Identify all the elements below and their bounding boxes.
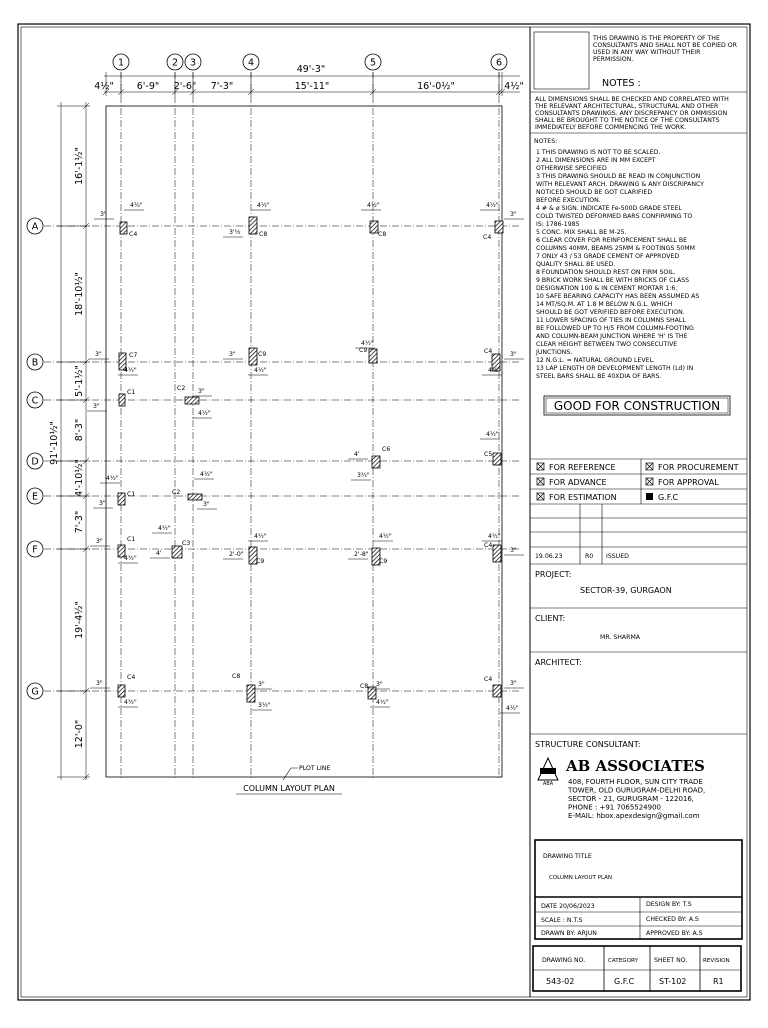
note-line: 6 CLEAR COVER FOR REINFORCEMENT SHALL BE <box>536 237 688 244</box>
svg-text:1: 1 <box>117 57 125 69</box>
svg-text:G: G <box>31 686 39 698</box>
note-line: STEEL BARS SHALL BE 40XDIA OF BARS. <box>536 373 662 380</box>
column-label: C4 <box>483 234 492 241</box>
column-label: C8 <box>259 231 268 238</box>
svg-text:3½": 3½" <box>357 472 370 479</box>
offset-dim <box>87 403 107 411</box>
svg-text:3": 3" <box>198 388 205 395</box>
column-c6 <box>372 446 390 468</box>
note-line: CLEAR HEIGHT BETWEEN TWO CONSECUTIVE <box>536 341 678 348</box>
drawing-number: 543-02 <box>546 977 575 986</box>
column-c8 <box>232 673 255 702</box>
note-line: QUALITY SHALL BE USED. <box>536 261 616 268</box>
note-line: 4 # & ø SIGN. INDICATE Fe-500D GRADE STEEL <box>536 205 682 212</box>
note-line: OTHERWISE SPECIFIED <box>536 165 607 172</box>
column-c4 <box>484 676 501 697</box>
architect-heading: ARCHITECT: <box>535 658 582 667</box>
column-label: C1 <box>127 389 136 396</box>
svg-text:4½": 4½" <box>506 705 519 712</box>
svg-text:4': 4' <box>156 550 162 557</box>
notes-heading: NOTES : <box>602 78 641 89</box>
consultant-name: AB ASSOCIATES <box>566 757 705 775</box>
column-label: C9 <box>359 347 368 354</box>
grid-bubble-row <box>27 488 43 504</box>
svg-text:4½": 4½" <box>106 475 119 482</box>
offset-dim <box>192 409 212 418</box>
sheet-h-category: CATEGORY <box>608 958 638 964</box>
dim-left: 19'-4½" <box>74 601 85 639</box>
column-c9 <box>249 547 264 565</box>
column-c2 <box>177 385 199 404</box>
consultant-address-line: E-MAIL: hbox.apexdesign@gmail.com <box>568 812 700 820</box>
svg-text:6: 6 <box>495 57 503 69</box>
column-label: C8 <box>232 673 241 680</box>
offset-dim <box>373 532 393 541</box>
svg-text:5: 5 <box>369 57 377 69</box>
note-line: 12 N.G.L. = NATURAL GROUND LEVEL. <box>536 357 655 364</box>
svg-text:FOR ADVANCE: FOR ADVANCE <box>549 478 607 487</box>
note-line: WITH RELEVANT ARCH. DRAWING & ANY DISCRIPANCY <box>536 181 704 188</box>
scale: SCALE : N.T.S <box>541 917 583 924</box>
offset-dim <box>251 201 271 210</box>
offset-dim <box>504 211 524 219</box>
offset-dim <box>152 524 172 533</box>
offset-dim <box>223 228 243 237</box>
offset-dim <box>150 550 170 558</box>
dim-top: 2'-6" <box>173 81 197 92</box>
grid-bubble-row <box>27 541 43 557</box>
plan-title: COLUMN LAYOUT PLAN <box>243 784 335 793</box>
offset-dim <box>500 704 520 713</box>
column-c9 <box>249 348 266 365</box>
svg-text:3": 3" <box>258 681 265 688</box>
column-label: C4 <box>484 348 493 355</box>
note-line: 11 LOWER SPACING OF TIES IN COLUMNS SHALL <box>536 317 686 324</box>
svg-text:4': 4' <box>354 451 360 458</box>
consultant-address-line: 408, FOURTH FLOOR, SUN CITY TRADE <box>568 778 703 786</box>
offset-dim <box>348 551 369 559</box>
note-line: 7 ONLY 43 / 53 GRADE CEMENT OF APPROVED <box>536 253 680 260</box>
revision-number: R0 <box>585 553 594 560</box>
column-label: C6 <box>382 446 391 453</box>
dim-left: 4'-10½" <box>74 459 85 497</box>
column-c1 <box>118 536 135 557</box>
svg-text:4½": 4½" <box>124 699 137 706</box>
svg-text:3": 3" <box>376 681 383 688</box>
dim-top: 16'-0½" <box>417 81 455 92</box>
column-label: C8 <box>378 231 387 238</box>
svg-text:3": 3" <box>229 351 236 358</box>
column-label: C4 <box>127 674 136 681</box>
note-line: 1 THIS DRAWING IS NOT TO BE SCALED. <box>536 149 661 156</box>
note-line: 9 BRICK WORK SHALL BE WITH BRICKS OF CLASS <box>536 277 690 284</box>
column-label: C9 <box>258 351 267 358</box>
svg-text:3": 3" <box>93 403 100 410</box>
checkbox-for-approval <box>646 478 719 487</box>
svg-text:2'-8": 2'-8" <box>354 551 369 558</box>
column-c3 <box>172 540 190 558</box>
note-line: JUNCTIONS. <box>536 349 573 356</box>
offset-dim <box>124 201 144 210</box>
notes-sub: NOTES: <box>534 138 558 145</box>
column-layout-plan <box>27 54 524 794</box>
dim-left: 16'-1½" <box>74 147 85 185</box>
offset-dim <box>194 470 214 479</box>
outer-border <box>18 24 750 1000</box>
checkbox-g-f-c <box>646 493 679 502</box>
plot-line-label: PLOT LINE <box>299 765 331 772</box>
note-line: BE FOLLOWED UP TO H/5 FROM COLUMN-FOOTING <box>536 325 694 332</box>
column-label: C9 <box>379 558 388 565</box>
sheet-h-revision: REVISION <box>703 958 730 964</box>
offset-dim <box>504 680 524 688</box>
property-note: THIS DRAWING IS THE PROPERTY OF THE CONSULTANTS AND SHALL NOT BE COPIED OR USED IN ANY WAY WITHOUT THEIR PERMISSION. <box>593 35 737 63</box>
note-line: COLUMNS 40MM, BEAMS 25MM & FOOTINGS 50MM <box>536 245 695 252</box>
grid-bubble-col <box>491 54 507 70</box>
svg-text:4½": 4½" <box>486 431 499 438</box>
note-line: 3 THIS DRAWING SHOULD BE READ IN CONJUNCTION <box>536 173 701 180</box>
drawing-title-heading: DRAWING TITLE <box>543 853 592 860</box>
offset-dim <box>223 351 243 359</box>
grid-bubble-col <box>113 54 129 70</box>
svg-text:G.F.C: G.F.C <box>658 493 679 502</box>
column-c5 <box>484 451 501 465</box>
svg-text:2'-0": 2'-0" <box>229 551 244 558</box>
logo-box <box>534 32 589 89</box>
consultant-address-line: PHONE : +91 7065524900 <box>568 803 661 812</box>
svg-text:3": 3" <box>510 351 517 358</box>
svg-text:3": 3" <box>203 501 210 508</box>
svg-text:2: 2 <box>171 57 179 69</box>
svg-text:4½": 4½" <box>254 533 267 540</box>
svg-text:FOR PROCUREMENT: FOR PROCUREMENT <box>658 463 739 472</box>
drawing-title: COLUMN LAYOUT PLAN <box>549 875 613 881</box>
svg-text:3½": 3½" <box>258 702 271 709</box>
column-c1 <box>119 389 135 406</box>
column-label: C1 <box>127 536 136 543</box>
note-line: BEFORE EXECUTION. <box>536 197 601 204</box>
svg-text:E: E <box>31 491 39 503</box>
svg-text:3": 3" <box>96 538 103 545</box>
svg-text:3": 3" <box>95 351 102 358</box>
column-c8 <box>370 221 386 238</box>
title-panel <box>530 32 747 991</box>
svg-text:4½": 4½" <box>257 202 270 209</box>
dim-overall-width: 49'-3" <box>296 64 326 75</box>
svg-text:ABA: ABA <box>542 781 554 787</box>
svg-text:4½": 4½" <box>254 367 267 374</box>
checkbox-for-reference <box>537 463 616 472</box>
svg-text:4½": 4½" <box>486 202 499 209</box>
svg-text:F: F <box>32 544 38 556</box>
consultant-address-line: TOWER, OLD GURUGRAM-DELHI ROAD, <box>568 786 706 795</box>
grid-bubble-row <box>27 683 43 699</box>
svg-text:4½": 4½" <box>124 555 137 562</box>
grid-bubble-row <box>27 354 43 370</box>
offset-dim <box>482 366 502 375</box>
note-line: NOTICED SHOULD BE GOT CLARIFIED <box>536 189 653 196</box>
note-line: 5 CONC. MIX SHALL BE M-25. <box>536 229 627 236</box>
grid-bubble-row <box>27 453 43 469</box>
offset-dim <box>192 388 212 396</box>
dimension-note: ALL DIMENSIONS SHALL BE CHECKED AND CORRELATED WITH THE RELEVANT ARCHITECTURAL, STRUCTURAL AND OTHER CONSULTANTS DRAWINGS. ANY DISCREPANCY OR OMMISSION SHALL BE BROUGHT TO THE NOTICE OF THE CONSULTANTS IMMEDIATELY BEFORE COMMENCING THE WORK. <box>535 96 729 131</box>
client-name: MR. SHARMA <box>600 634 641 641</box>
column-label: C9 <box>256 558 265 565</box>
dim-left: 5'-1½" <box>74 365 85 397</box>
offset-dim <box>90 538 110 546</box>
svg-text:FOR ESTIMATION: FOR ESTIMATION <box>549 493 617 502</box>
revision-code: R1 <box>713 977 724 986</box>
gfc-stamp: GOOD FOR CONSTRUCTION <box>553 399 721 413</box>
offset-dim <box>348 451 368 459</box>
project-heading: PROJECT: <box>535 570 572 579</box>
column-c4 <box>118 674 135 697</box>
note-line: 13 LAP LENGTH OR DEVELOPMENT LENGTH (Ld) IN <box>536 365 694 372</box>
dim-left: 18'-10½" <box>74 272 85 316</box>
svg-text:4½": 4½" <box>200 471 213 478</box>
approved-by: APPROVED BY: A.S <box>646 930 703 937</box>
sheet-h-sheet-no: SHEET NO. <box>654 957 688 964</box>
dim-top: 6'-9" <box>136 81 160 92</box>
svg-text:3'½: 3'½ <box>229 229 241 236</box>
note-line: 2 ALL DIMENSIONS ARE IN MM EXCEPT <box>536 157 656 164</box>
grid-bubble-col <box>365 54 381 70</box>
drawn-by: DRAWN BY: ARJUN <box>541 930 597 937</box>
dim-left: 8'-3" <box>74 418 85 442</box>
dim-top: 4½" <box>94 81 114 92</box>
note-line: COLD TWISTED DEFORMED BARS CONFIRMING TO <box>536 213 693 220</box>
revision-date: 19.06.23 <box>535 553 563 560</box>
column-label: C5 <box>484 451 493 458</box>
column-label: C7 <box>129 352 138 359</box>
consultant-address-line: SECTOR - 21, GURUGRAM - 122016, <box>568 795 695 803</box>
checkbox-for-advance <box>537 478 607 487</box>
grid-bubble-col <box>167 54 183 70</box>
offset-dim <box>197 501 217 509</box>
checkbox-for-estimation <box>537 493 617 502</box>
design-by: DESIGN BY: T.S <box>646 901 692 908</box>
svg-text:4½": 4½" <box>130 202 143 209</box>
svg-text:3": 3" <box>96 680 103 687</box>
column-c4 <box>484 542 501 562</box>
svg-text:4½": 4½" <box>124 367 137 374</box>
checked-by: CHECKED BY: A.S <box>646 916 699 923</box>
column-label: C2 <box>177 385 186 392</box>
grid-bubble-row <box>27 218 43 234</box>
offset-dim <box>504 351 524 359</box>
grid-bubble-row <box>27 392 43 408</box>
dim-left: 7'-3" <box>74 510 85 534</box>
svg-text:4½": 4½" <box>379 533 392 540</box>
column-label: C1 <box>127 491 136 498</box>
sheet-number: ST-102 <box>659 977 687 986</box>
revision-status: ISSUED <box>606 553 629 560</box>
svg-text:4½": 4½" <box>361 340 374 347</box>
offset-dim <box>94 211 114 219</box>
svg-text:FOR APPROVAL: FOR APPROVAL <box>658 478 719 487</box>
offset-dim <box>355 339 375 348</box>
svg-text:3": 3" <box>100 211 107 218</box>
grid-bubble-col <box>243 54 259 70</box>
note-line: 8 FOUNDATION SHOULD REST ON FIRM SOIL. <box>536 269 676 276</box>
offset-dim <box>100 474 120 483</box>
column-label: C2 <box>172 489 181 496</box>
svg-text:4½": 4½" <box>488 367 501 374</box>
column-c4 <box>483 221 503 241</box>
offset-dim <box>90 680 110 688</box>
offset-dim <box>223 551 244 559</box>
column-c9 <box>359 347 377 363</box>
dim-top: 7'-3" <box>210 81 234 92</box>
column-c9 <box>372 548 387 565</box>
offset-dim <box>361 201 381 210</box>
plot-line <box>106 106 502 777</box>
svg-text:3": 3" <box>510 211 517 218</box>
svg-text:4½": 4½" <box>198 410 211 417</box>
project-name: SECTOR-39, GURGAON <box>580 586 672 595</box>
offset-dim <box>93 500 113 508</box>
svg-text:3: 3 <box>189 57 197 69</box>
svg-text:D: D <box>31 456 39 468</box>
column-c1 <box>118 491 135 505</box>
svg-text:FOR REFERENCE: FOR REFERENCE <box>549 463 616 472</box>
svg-text:3": 3" <box>510 547 517 554</box>
column-label: C3 <box>182 540 191 547</box>
consultant-heading: STRUCTURE CONSULTANT: <box>535 740 641 749</box>
column-label: C4 <box>484 676 493 683</box>
offset-dim <box>504 547 524 555</box>
svg-text:4½": 4½" <box>376 699 389 706</box>
note-line: IS: 1786-1985 <box>536 221 580 228</box>
svg-text:B: B <box>31 357 39 369</box>
dim-overall-height: 91'-10½" <box>49 421 60 465</box>
dim-top: 4½" <box>504 81 524 92</box>
svg-text:4½": 4½" <box>158 525 171 532</box>
column-label: C4 <box>129 231 138 238</box>
client-heading: CLIENT: <box>535 614 566 623</box>
column-label: C8 <box>360 683 369 690</box>
offset-dim <box>482 532 502 541</box>
checkbox-for-procurement <box>646 463 739 472</box>
note-line: DESIGNATION 100 & IN CEMENT MORTAR 1:6. <box>536 285 678 292</box>
offset-dim <box>480 430 500 439</box>
consultant-logo <box>538 758 558 787</box>
note-line: 10 SAFE BEARING CAPACITY HAS BEEN ASSUMED AS <box>536 293 700 300</box>
column-c8 <box>249 217 267 238</box>
note-line: 14 MT/SQ.M. AT 1.8 M BELOW N.G.L. WHICH <box>536 301 673 308</box>
svg-text:4½": 4½" <box>367 202 380 209</box>
dim-left: 12'-0" <box>74 719 85 749</box>
svg-text:A: A <box>31 221 39 233</box>
column-label: C4 <box>484 542 493 549</box>
svg-text:C: C <box>31 395 39 407</box>
sheet-h-drawing-no: DRAWING NO. <box>542 957 586 964</box>
offset-dim <box>351 471 371 480</box>
grid-bubble-col <box>185 54 201 70</box>
svg-text:4: 4 <box>247 57 255 69</box>
svg-text:3": 3" <box>99 500 106 507</box>
category: G.F.C <box>614 977 635 986</box>
date: DATE 20/06/2023 <box>541 903 595 910</box>
dim-top: 15'-11" <box>294 81 330 92</box>
column-c4 <box>120 222 137 238</box>
column-c2 <box>172 489 202 500</box>
note-line: AND COLUMN-BEAM JUNCTION WHERE 'H' IS THE <box>536 333 688 340</box>
svg-text:3": 3" <box>510 680 517 687</box>
svg-text:4½": 4½" <box>488 533 501 540</box>
offset-dim <box>480 201 500 210</box>
note-line: SHOULD BE GOT VERIFIED BEFORE EXECUTION. <box>536 309 685 316</box>
